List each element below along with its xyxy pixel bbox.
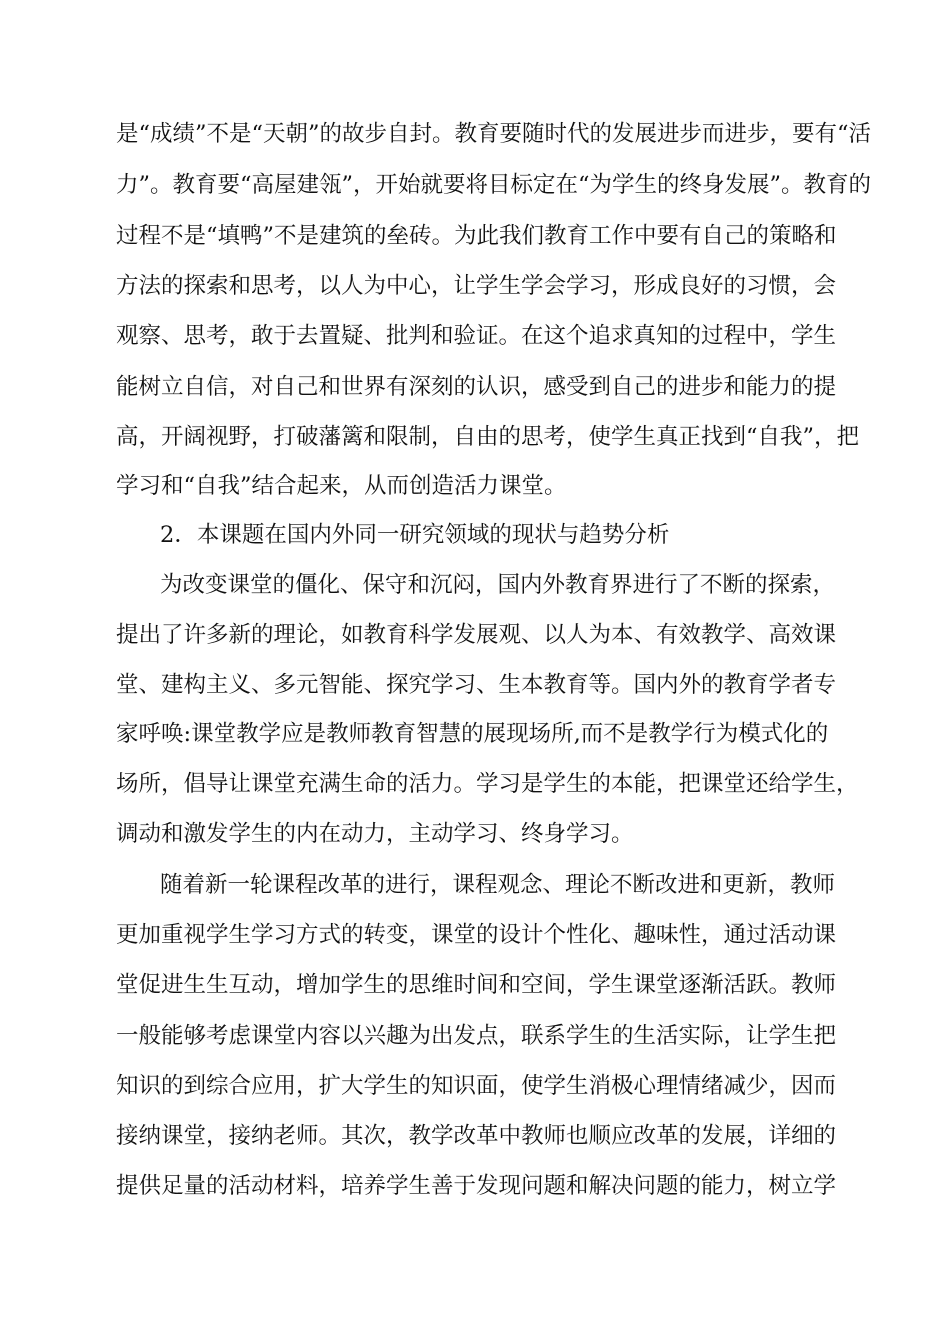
paragraph-line: 一般能够考虑课堂内容以兴趣为出发点，联系学生的生活实际，让学生把	[116, 1023, 837, 1049]
paragraph-line: 堂、建构主义、多元智能、探究学习、生本教育等。国内外的教育学者专	[116, 672, 837, 698]
paragraph-line: 是“成绩”不是“天朝”的故步自封。教育要随时代的发展进步而进步，要有“活	[116, 121, 872, 147]
paragraph-line: 调动和激发学生的内在动力，主动学习、终身学习。	[116, 821, 634, 847]
paragraph-line: 高，开阔视野，打破藩篱和限制，自由的思考，使学生真正找到“自我”，把	[116, 424, 860, 450]
paragraph-line: 力”。教育要“高屋建瓴”，开始就要将目标定在“为学生的终身发展”。教育的	[116, 172, 872, 198]
paragraph-line: 过程不是“填鸭”不是建筑的垒砖。为此我们教育工作中要有自己的策略和	[116, 223, 837, 249]
paragraph-line: 观察、思考，敢于去置疑、批判和验证。在这个追求真知的过程中，学生	[116, 323, 837, 349]
paragraph-line: 随着新一轮课程改革的进行，课程观念、理论不断改进和更新，教师	[160, 872, 836, 898]
paragraph-line: 为改变课堂的僵化、保守和沉闷，国内外教育界进行了不断的探索，	[160, 572, 836, 598]
paragraph-line: 接纳课堂，接纳老师。其次，教学改革中教师也顺应改革的发展，详细的	[116, 1123, 837, 1149]
paragraph-line: 知识的到综合应用，扩大学生的知识面，使学生消极心理情绪减少，因而	[116, 1073, 837, 1099]
paragraph-line: 提供足量的活动材料，培养学生善于发现问题和解决问题的能力，树立学	[116, 1173, 837, 1199]
paragraph-line: 堂促进生生互动，增加学生的思维时间和空间，学生课堂逐渐活跃。教师	[116, 972, 837, 998]
paragraph-line: 能树立自信，对自己和世界有深刻的认识，感受到自己的进步和能力的提	[116, 374, 837, 400]
paragraph-line: 更加重视学生学习方式的转变，课堂的设计个性化、趣味性，通过活动课	[116, 922, 837, 948]
paragraph-line: 学习和“自我”结合起来，从而创造活力课堂。	[116, 473, 567, 499]
paragraph-line: 场所，倡导让课堂充满生命的活力。学习是学生的本能，把课堂还给学生，	[116, 771, 859, 797]
paragraph-line: 提出了许多新的理论，如教育科学发展观、以人为本、有效教学、高效课	[116, 622, 837, 648]
section-heading: 2．本课题在国内外同一研究领域的现状与趋势分析	[160, 522, 670, 548]
paragraph-line: 家呼唤:课堂教学应是教师教育智慧的展现场所,而不是教学行为模式化的	[116, 721, 829, 747]
paragraph-line: 方法的探索和思考，以人为中心，让学生学会学习，形成良好的习惯，会	[116, 273, 837, 299]
